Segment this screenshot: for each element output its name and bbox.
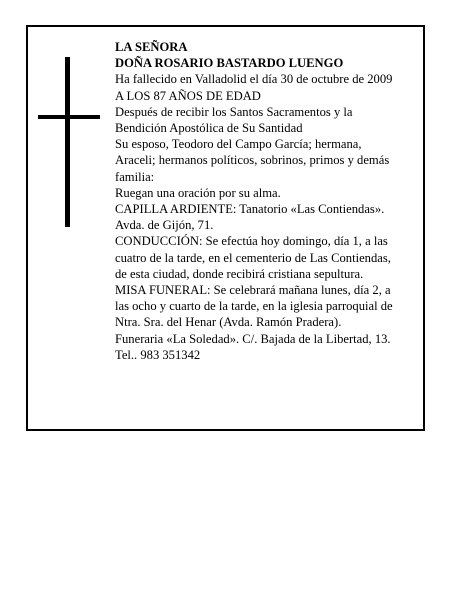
sacraments-line-1: Después de recibir los Santos Sacramentos y la <box>115 104 353 119</box>
cross-horizontal-bar <box>38 115 100 119</box>
family-line-1: Su esposo, Teodoro del Campo García; hermana, <box>115 137 362 152</box>
family-line-3: familia: <box>115 169 155 184</box>
obituary-notice <box>26 25 425 431</box>
age-line: A LOS 87 AÑOS DE EDAD <box>115 88 261 103</box>
death-statement: Ha fallecido en Valladolid el día 30 de octubre de 2009 <box>115 72 393 87</box>
prayer-request: Ruegan una oración por su alma. <box>115 185 281 200</box>
procession-line-1: CONDUCCIÓN: Se efectúa hoy domingo, día 1, a las <box>115 234 388 249</box>
chapel-line-1: CAPILLA ARDIENTE: Tanatorio «Las Contiendas». <box>115 202 385 217</box>
cross-vertical-bar <box>65 57 70 227</box>
family-line-2: Araceli; hermanos políticos, sobrinos, primos y demás <box>115 153 390 168</box>
phone-line: Tel.. 983 351342 <box>115 347 201 362</box>
title-line: LA SEÑORA <box>115 40 188 54</box>
notice-body <box>115 39 423 363</box>
funeral-home-line: Funeraria «La Soledad». C/. Bajada de la Libertad, 13. <box>115 331 391 346</box>
procession-line-2: cuatro de la tarde, en el cementerio de Las Contiendas, <box>115 250 391 265</box>
sacraments-line-2: Bendición Apostólica de Su Santidad <box>115 121 303 136</box>
funeral-mass-line-2: las ocho y cuarto de la tarde, en la iglesia parroquial de <box>115 299 393 314</box>
deceased-name: DOÑA ROSARIO BASTARDO LUENGO <box>115 56 344 71</box>
funeral-mass-line-3: Ntra. Sra. del Henar (Avda. Ramón Pradera). <box>115 315 342 330</box>
cross-icon <box>38 57 102 227</box>
funeral-mass-line-1: MISA FUNERAL: Se celebrará mañana lunes, día 2, a <box>115 283 391 298</box>
procession-line-3: de esta ciudad, donde recibirá cristiana sepultura. <box>115 266 364 281</box>
chapel-line-2: Avda. de Gijón, 71. <box>115 218 214 233</box>
